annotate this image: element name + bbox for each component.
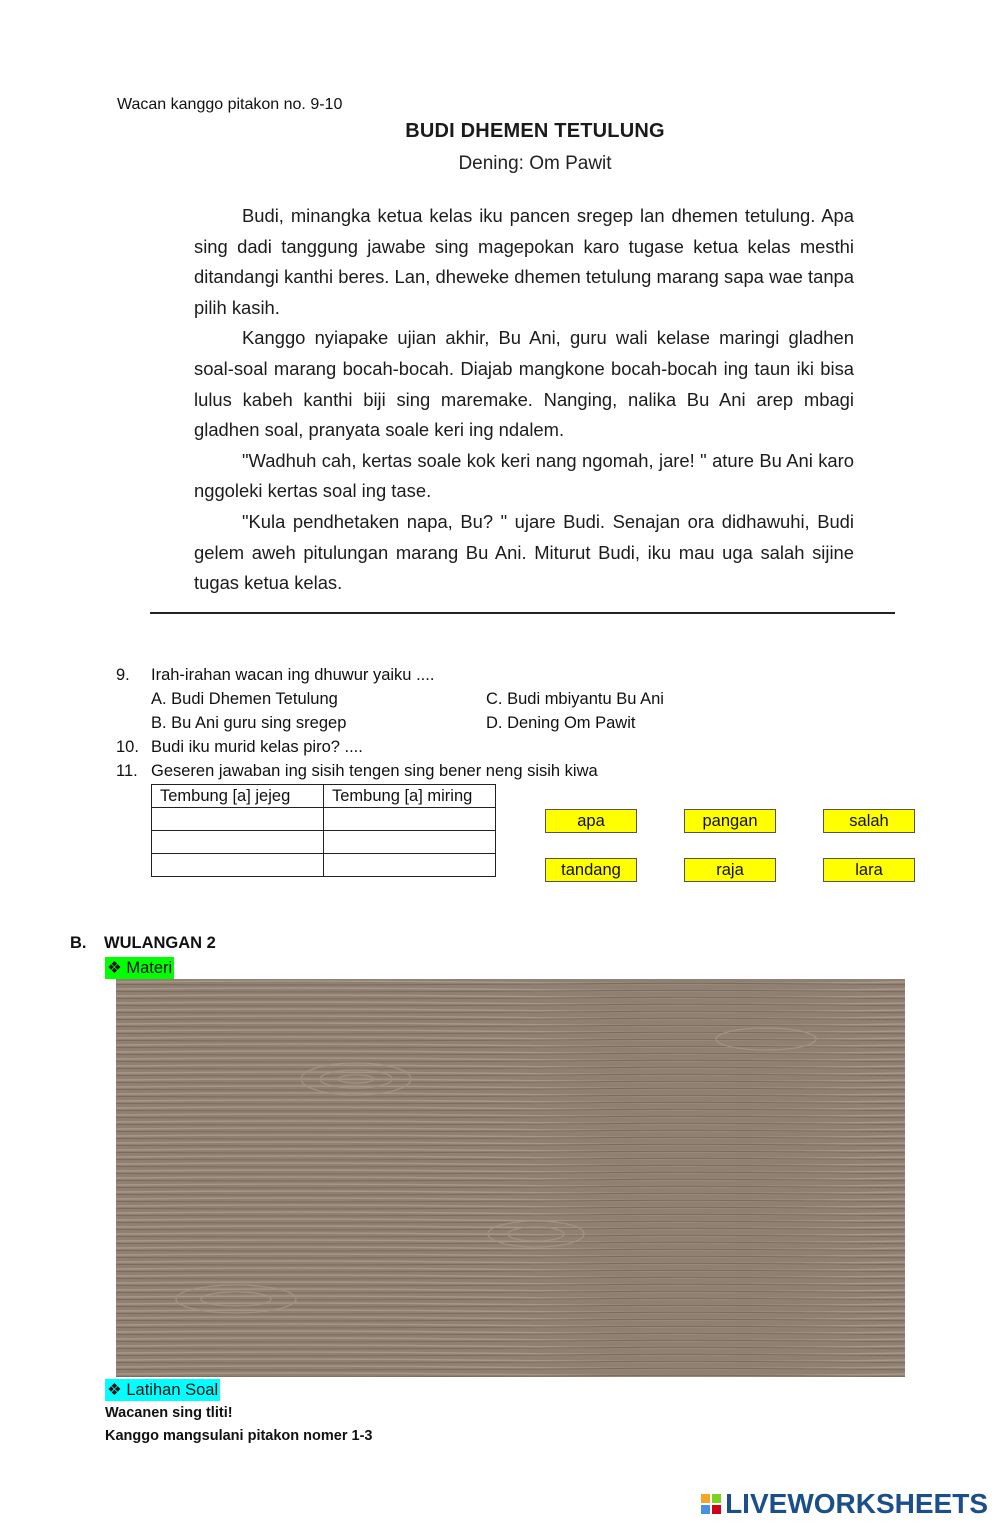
logo-text: LIVEWORKSHEETS (725, 1488, 988, 1519)
story-divider (150, 612, 895, 614)
latihan-soal-label: ❖ Latihan Soal (107, 1381, 219, 1399)
drop-slot[interactable] (324, 808, 496, 831)
option-c: C. Budi mbiyantu Bu Ani (486, 690, 664, 708)
story-paragraph: Budi, minangka ketua kelas iku pancen sregep lan dhemen tetulung. Apa sing dadi tanggung jawabe sing magepokan karo tugase ketua kelas mesthi ditandangi kanthi beres. Lan, dheweke dhemen tetulung marang sapa wae tanpa pilih kasih. (194, 205, 854, 318)
question-text: Geseren jawaban ing sisih tengen sing bener neng sisih kiwa (151, 762, 598, 780)
drag-chip-tandang[interactable]: tandang (545, 858, 637, 882)
story-body (194, 201, 854, 599)
column-header-miring: Tembung [a] miring (324, 785, 496, 808)
question-text: Irah-irahan wacan ing dhuwur yaiku .... (151, 666, 435, 684)
section-letter: B. (70, 934, 87, 952)
drag-chip-pangan[interactable]: pangan (684, 809, 776, 833)
instruction-questions: Kanggo mangsulani pitakon nomer 1-3 (105, 1428, 373, 1444)
drop-slot[interactable] (324, 831, 496, 854)
question-number: 9. (116, 666, 130, 684)
drop-slot[interactable] (152, 854, 324, 877)
story-title: BUDI DHEMEN TETULUNG (405, 120, 665, 142)
drop-slot[interactable] (152, 831, 324, 854)
wood-grain-graphic (116, 979, 905, 1377)
reading-intro: Wacan kanggo pitakon no. 9-10 (117, 96, 343, 113)
liveworksheets-logo (701, 1488, 988, 1520)
drag-chip-lara[interactable]: lara (823, 858, 915, 882)
question-number: 11. (116, 762, 138, 780)
drop-slot[interactable] (324, 854, 496, 877)
drop-slot[interactable] (152, 808, 324, 831)
story-image (150, 120, 896, 599)
wood-texture-image (116, 979, 905, 1377)
story-paragraph: "Kula pendhetaken napa, Bu? " ujare Budi. Senajan ora didhawuhi, Budi gelem aweh pitulungan marang Bu Ani. Miturut Budi, iku mau uga salah sijine tugas ketua kelas. (194, 510, 854, 594)
drag-chip-apa[interactable]: apa (545, 809, 637, 833)
drag-chip-raja[interactable]: raja (684, 858, 776, 882)
section-title: WULANGAN 2 (104, 934, 216, 952)
option-a: A. Budi Dhemen Tetulung (151, 690, 338, 708)
section-b-heading (70, 934, 216, 953)
story-author: Dening: Om Pawit (458, 153, 612, 174)
drag-chip-salah[interactable]: salah (823, 809, 915, 833)
option-d: D. Dening Om Pawit (486, 714, 636, 732)
drop-table (151, 784, 496, 877)
option-b: B. Bu Ani guru sing sregep (151, 714, 347, 732)
instruction-read: Wacanen sing tliti! (105, 1405, 233, 1421)
story-paragraph: "Wadhuh cah, kertas soale kok keri nang ngomah, jare! " ature Bu Ani karo nggoleki kertas soal ing tase. (194, 449, 854, 502)
question-number: 10. (116, 738, 139, 756)
story-paragraph: Kanggo nyiapake ujian akhir, Bu Ani, guru wali kelase maringi gladhen soal-soal marang bocah-bocah. Diajab mangkone bocah-bocah ing taun iki bisa lulus kabeh kanthi biji sing maremake. Nanging, nalika Bu Ani arep mbagi gladhen soal, pranyata soale keri ing ndalem. (194, 327, 854, 441)
question-text: Budi iku murid kelas piro? .... (151, 738, 363, 756)
logo-icon (701, 1494, 721, 1514)
column-header-jejeg: Tembung [a] jejeg (152, 785, 324, 808)
materi-label: ❖ Materi (107, 959, 173, 977)
